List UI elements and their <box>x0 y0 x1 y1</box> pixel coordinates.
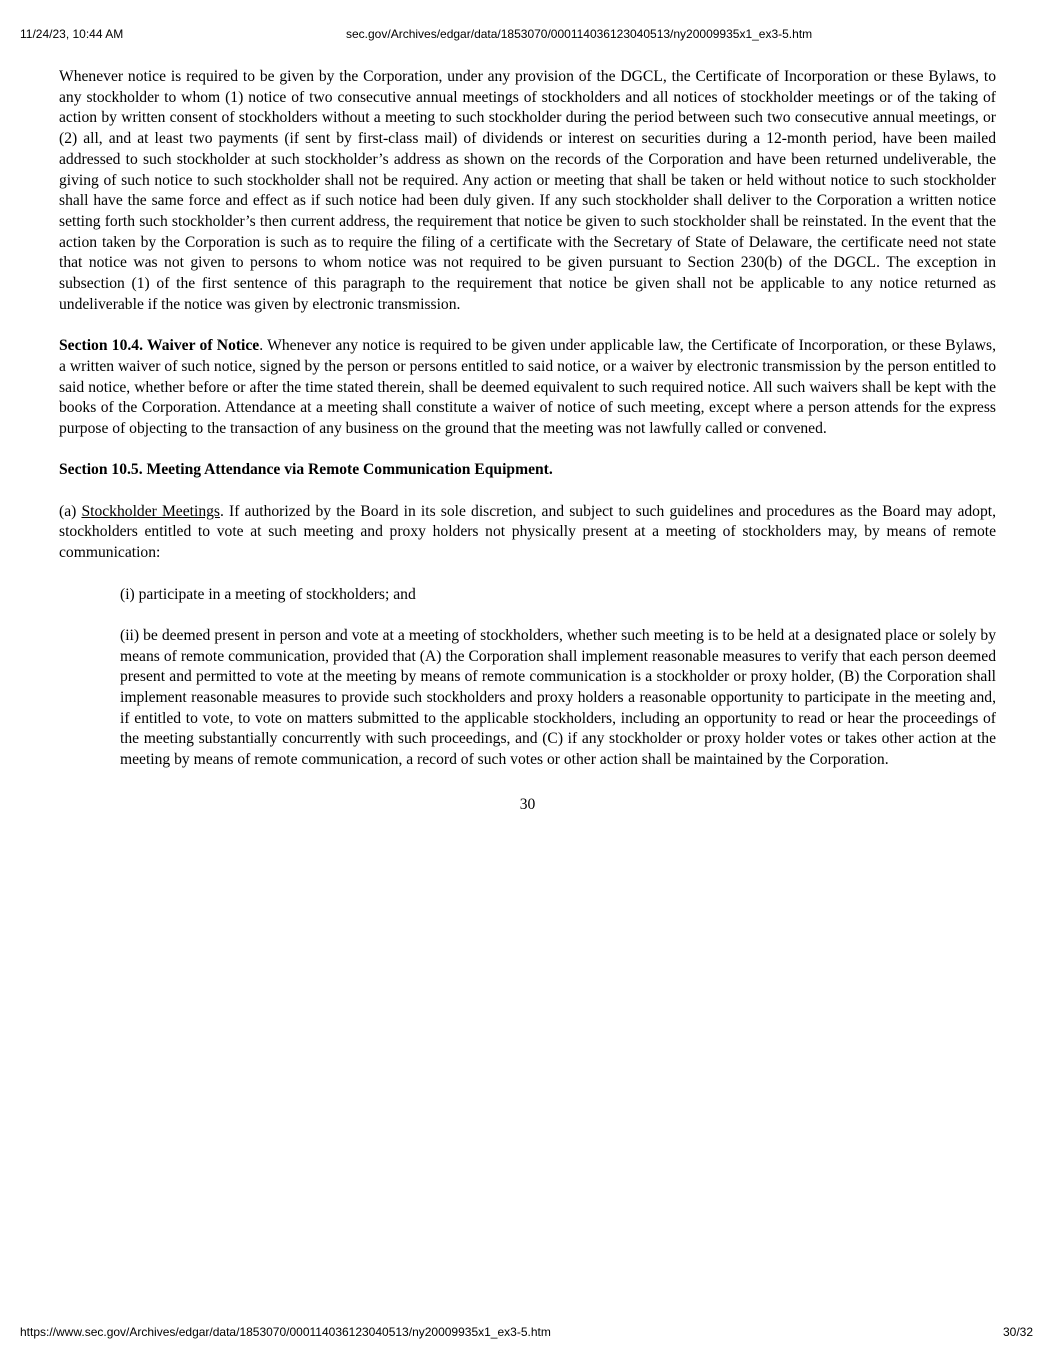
section-10-4 <box>59 336 996 440</box>
print-footer-url: https://www.sec.gov/Archives/edgar/data/1853070/000114036123040513/ny20009935x1_ex3-5.htm <box>20 1325 551 1339</box>
section-10-4-heading: Section 10.4. Waiver of Notice <box>59 337 260 355</box>
section-10-5-heading: Section 10.5. Meeting Attendance via Remote Communication Equipment. <box>59 461 553 479</box>
print-page-count: 30/32 <box>1002 1325 1033 1339</box>
print-header <box>0 27 1055 43</box>
subsection-a-title: Stockholder Meetings <box>81 502 220 520</box>
item-i: (i) participate in a meeting of stockholders; and <box>120 585 416 603</box>
notice-paragraph: Whenever notice is required to be given by the Corporation, under any provision of the DGCL, the Certificate of Incorporation or these Bylaws, to any stockholder to whom (1) notice of two consecutive annual meetings of stockholders and all notices of stockholder meetings or of the taking of action by written consent of stockholders without a meeting to such stockholder during the period between such two consecutive annual meetings, or (2) all, and at least two payments (if sent by first-class mail) of dividends or interest on securities during a 12-month period, have been mailed addressed to such stockholder at such stockholder’s address as shown on the records of the Corporation and have been returned undeliverable, the giving of such notice to such stockholder shall not be required. Any action or meeting that shall be taken or held without notice to such stockholder shall have the same force and effect as if such notice had been duly given. If any such stockholder shall deliver to the Corporation a written notice setting forth such stockholder’s then current address, the requirement that notice be given to such stockholder shall be reinstated. In the event that the action taken by the Corporation is such as to require the filing of a certificate with the Secretary of State of Delaware, the certificate need not state that notice was not given to persons to whom notice was not required to be given pursuant to Section 230(b) of the DGCL. The exception in subsection (1) of the first sentence of this paragraph to the requirement that notice be given shall not be applicable to any notice returned as undeliverable if the notice was given by electronic transmission. <box>59 68 996 313</box>
document-body <box>59 67 996 816</box>
section-10-4-text: . Whenever any notice is required to be given under applicable law, the Certificate of Incorporation, or these Bylaws, a written waiver of such notice, signed by the person or persons entitled to said notice, or a waiver by electronic transmission by the person entitled to said notice, whether before or after the time stated therein, shall be deemed equivalent to such required notice. All such waivers shall be kept with the books of the Corporation. Attendance at a meeting shall constitute a waiver of notice of such meeting, except where a person attends for the express purpose of objecting to the transaction of any business on the ground that the meeting was not lawfully called or convened. <box>59 337 996 437</box>
subsection-a-text: . If authorized by the Board in its sole discretion, and subject to such guidelines and procedures as the Board may adopt, stockholders entitled to vote at such meeting and proxy holders not physically present at a meeting of stockholders may, by means of remote communication: <box>59 502 996 562</box>
print-header-url: sec.gov/Archives/edgar/data/1853070/000114036123040513/ny20009935x1_ex3-5.htm <box>346 27 813 41</box>
subsection-a <box>59 502 996 564</box>
page-number: 30 <box>519 795 536 813</box>
item-ii: (ii) be deemed present in person and vote at a meeting of stockholders, whether such meeting is to be held at a designated place or solely by means of remote communication, provided that (A) the Corporation shall implement reasonable measures to verify that each person deemed present and permitted to vote at the meeting by means of remote communication is a stockholder or proxy holder, (B) the Corporation shall implement reasonable measures to provide such stockholders and proxy holders a reasonable opportunity to participate in the meeting and, if entitled to vote, to vote on matters submitted to the applicable stockholders, including an opportunity to read or hear the proceedings of the meeting substantially concurrently with such proceedings, and (C) if any stockholder or proxy holder votes or takes other action at the meeting by means of remote communication, a record of such votes or other action shall be maintained by the Corporation. <box>120 626 996 769</box>
print-timestamp: 11/24/23, 10:44 AM <box>20 27 124 41</box>
subsection-a-prefix: (a) <box>59 502 82 520</box>
print-footer <box>0 1325 1055 1341</box>
